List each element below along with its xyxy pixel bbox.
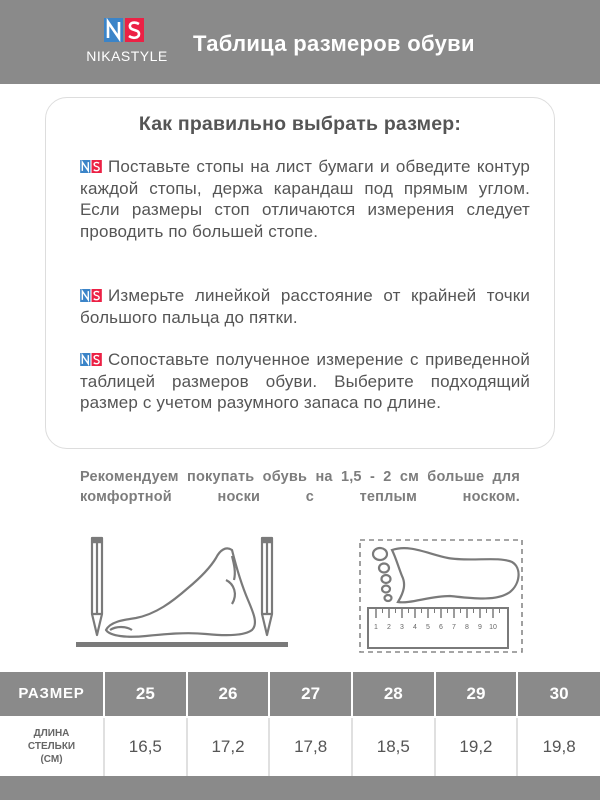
header-bar — [0, 0, 600, 84]
instructions-title: Как правильно выбрать размер: — [138, 113, 462, 135]
size-cell: 29 — [435, 672, 518, 717]
ruler-tick-label: 5 — [426, 624, 430, 631]
ruler-ticks — [374, 608, 499, 631]
page-title: Таблица размеров обуви — [193, 31, 475, 56]
ruler-tick-label: 1 — [374, 624, 378, 631]
instruction-step-3 — [80, 349, 530, 414]
ruler-tick-label: 6 — [439, 624, 443, 631]
length-cell: 17,2 — [187, 717, 270, 776]
instruction-step-1 — [80, 156, 530, 242]
length-row — [0, 717, 600, 776]
length-cell: 18,5 — [352, 717, 435, 776]
instruction-step-text: Измерьте линейкой расстояние от крайней точки большого пальца до пятки. — [80, 286, 530, 327]
size-cell: 28 — [352, 672, 435, 717]
length-row-label: ДЛИНА СТЕЛЬКИ (СМ) — [0, 717, 104, 776]
size-row-label: РАЗМЕР — [0, 672, 104, 717]
foot-print-with-ruler-icon — [358, 536, 524, 656]
ruler-tick-label: 3 — [400, 624, 404, 631]
size-cell: 25 — [104, 672, 187, 717]
length-cell: 16,5 — [104, 717, 187, 776]
length-cell: 17,8 — [269, 717, 352, 776]
size-cell: 27 — [269, 672, 352, 717]
foot-side-with-pencils-icon — [76, 536, 288, 650]
size-cell: 26 — [187, 672, 270, 717]
size-row — [0, 672, 600, 717]
length-cell: 19,2 — [435, 717, 518, 776]
instruction-step-text: Поставьте стопы на лист бумаги и обведите контур каждой стопы, держа карандаш под прямым углом. Если размеры стоп отличаются измерения следует проводить по большей стопе. — [80, 157, 530, 241]
length-cell: 19,8 — [517, 717, 600, 776]
ruler-tick-label: 10 — [489, 624, 497, 631]
ruler-tick-label: 8 — [465, 624, 469, 631]
brand-name: NIKASTYLE — [86, 48, 168, 64]
recommendation-text: Рекомендуем покупать обувь на 1,5 - 2 см больше для комфортной носки с теплым носком. — [80, 469, 520, 505]
ruler-tick-label: 9 — [478, 624, 482, 631]
instructions-card — [45, 97, 555, 449]
ruler-tick-label: 4 — [413, 624, 417, 631]
ruler-tick-label: 7 — [452, 624, 456, 631]
instruction-step-text: Сопоставьте полученное измерение с приведенной таблицей размеров обуви. Выберите подходящий размер с учетом разумного запаса по длине. — [80, 350, 530, 412]
size-cell: 30 — [517, 672, 600, 717]
ns-logo-icon — [104, 18, 144, 42]
ns-logo-icon — [80, 289, 102, 302]
instruction-step-2 — [80, 285, 530, 328]
size-table — [0, 672, 600, 776]
ns-logo-icon — [80, 353, 102, 366]
ruler-tick-label: 2 — [387, 624, 391, 631]
ns-logo-icon — [80, 160, 102, 173]
